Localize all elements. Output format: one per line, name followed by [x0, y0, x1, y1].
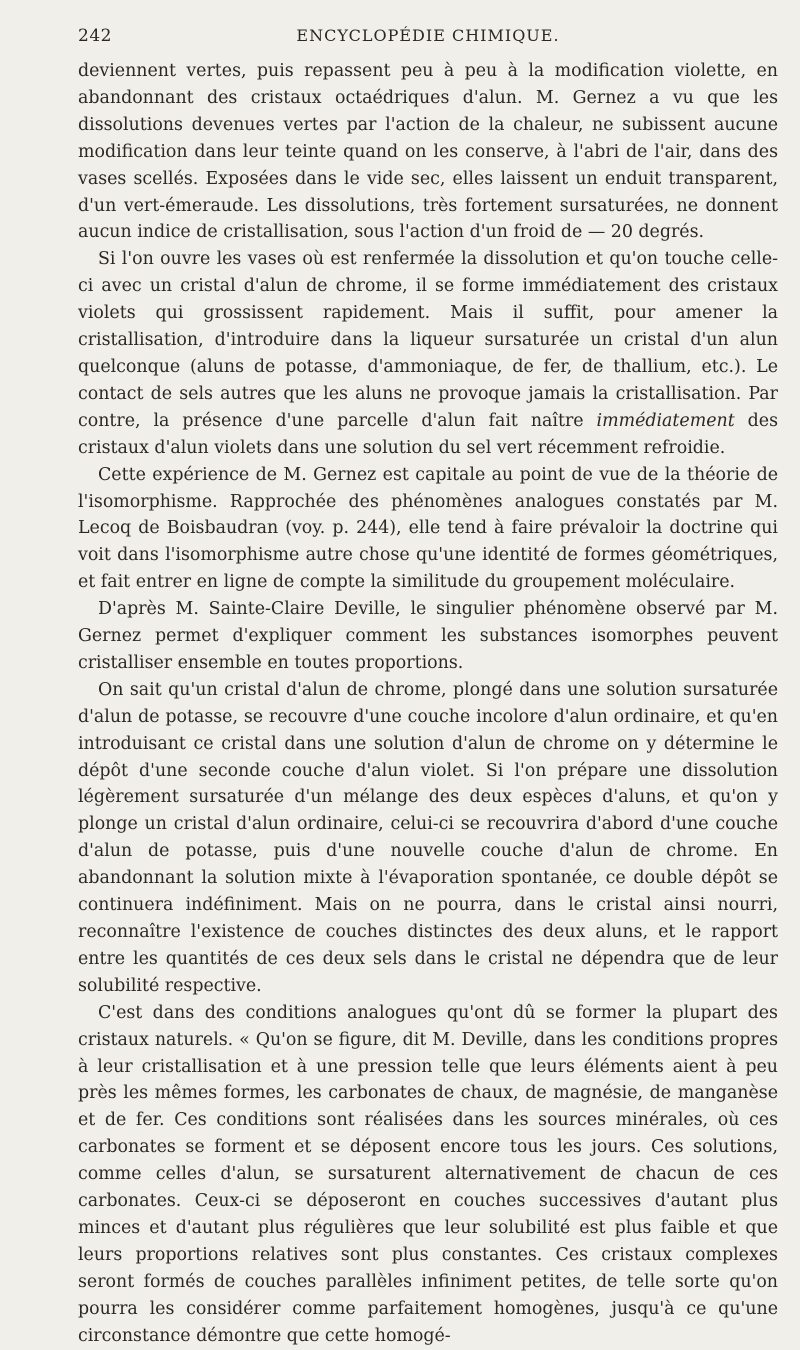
paragraph-5: On sait qu'un cristal d'alun de chrome, plongé dans une solution sursaturée d'alun de potasse, se recouvre d'une couche incolore d'alun ordinaire, et qu'en introduisant ce cristal dans une solution d'alun de chrome on y détermine le dépôt d'une seconde couche d'alun violet. Si l'on prépare une dissolution légèrement sursaturée d'un mélange des deux espèces d'aluns, et qu'on y plonge un cristal d'alun ordinaire, celui-ci se recouvrira d'abord d'une couche d'alun de potasse, puis d'une nouvelle couche d'alun de chrome. En abandonnant la solution mixte à l'évaporation spontanée, ce double dépôt se continuera indéfiniment. Mais on ne pourra, dans le cristal ainsi nourri, reconnaître l'existence de couches distinctes des deux aluns, et le rapport entre les quantités de ces deux sels dans le cristal ne dépendra que de leur solubilité respective. — [78, 679, 778, 996]
paragraph-2-text-before: Si l'on ouvre les vases où est renfermée la dissolution et qu'on touche celle-ci avec un cristal d'alun de chrome, il se forme immédiatement des cristaux violets qui grossissent rapidement. Mais il suffit, pour amener la cristallisation, d'introduire dans la liqueur sursaturée un cristal d'un alun quelconque (aluns de potasse, d'ammoniaque, de fer, de thallium, etc.). Le contact de sels autres que les aluns ne provoque jamais la cristallisation. Par contre, la présence d'une parcelle d'alun fait naître — [78, 249, 778, 431]
page-number: 242 — [78, 26, 112, 46]
paragraph-2-emphasis: immédiatement — [596, 410, 735, 431]
paragraph-3: Cette expérience de M. Gernez est capitale au point de vue de la théorie de l'isomorphisme. Rapprochée des phénomènes analogues constatés par M. Lecoq de Boisbaudran (voy. p. 244), elle tend à faire prévaloir la doctrine qui voit dans l'isomorphisme autre chose qu'une identité de formes géométriques, et fait entrer en ligne de compte la similitude du groupement moléculaire. — [78, 464, 778, 593]
body-text — [78, 58, 778, 1350]
paragraph-1: deviennent vertes, puis repassent peu à peu à la modification violette, en abandonnant des cristaux octaédriques d'alun. M. Gernez a vu que les dissolutions devenues vertes par l'action de la chaleur, ne subissent aucune modification dans leur teinte quand on les conserve, à l'abri de l'air, dans des vases scellés. Exposées dans le vide sec, elles laissent un enduit transparent, d'un vert-émeraude. Les dissolutions, très fortement sursaturées, ne donnent aucun indice de cristallisation, sous l'action d'un froid de — 20 degrés. — [78, 61, 778, 243]
paragraph-6: C'est dans des conditions analogues qu'ont dû se former la plupart des cristaux naturels. « Qu'on se figure, dit M. Deville, dans les conditions propres à leur cristallisation et à une pression telle que leurs éléments aient à peu près les mêmes formes, les carbonates de chaux, de magnésie, de manganèse et de fer. Ces conditions sont réalisées dans les sources minérales, où ces carbonates se forment et se déposent encore tous les jours. Ces solutions, comme celles d'alun, se sursaturent alternativement de chacun de ces carbonates. Ceux-ci se déposeront en couches successives d'autant plus minces et d'autant plus régulières que leur solubilité est plus faible et que leurs proportions relatives sont plus constantes. Ces cristaux complexes seront formés de couches parallèles infiniment petites, de telle sorte qu'on pourra les considérer comme parfaitement homogènes, jusqu'à ce qu'une circonstance démontre que cette homogé- — [78, 1002, 778, 1346]
paragraph-4: D'après M. Sainte-Claire Deville, le singulier phénomène observé par M. Gernez permet d'expliquer comment les substances isomorphes peuvent cristalliser ensemble en toutes proportions. — [78, 599, 778, 673]
running-title: ENCYCLOPÉDIE CHIMIQUE. — [296, 26, 560, 45]
page-header — [78, 24, 778, 50]
paragraph-2-text-after: des cristaux d'alun violets dans une solution du sel vert récemment refroidie. — [78, 410, 778, 458]
paragraph-2 — [78, 246, 778, 461]
